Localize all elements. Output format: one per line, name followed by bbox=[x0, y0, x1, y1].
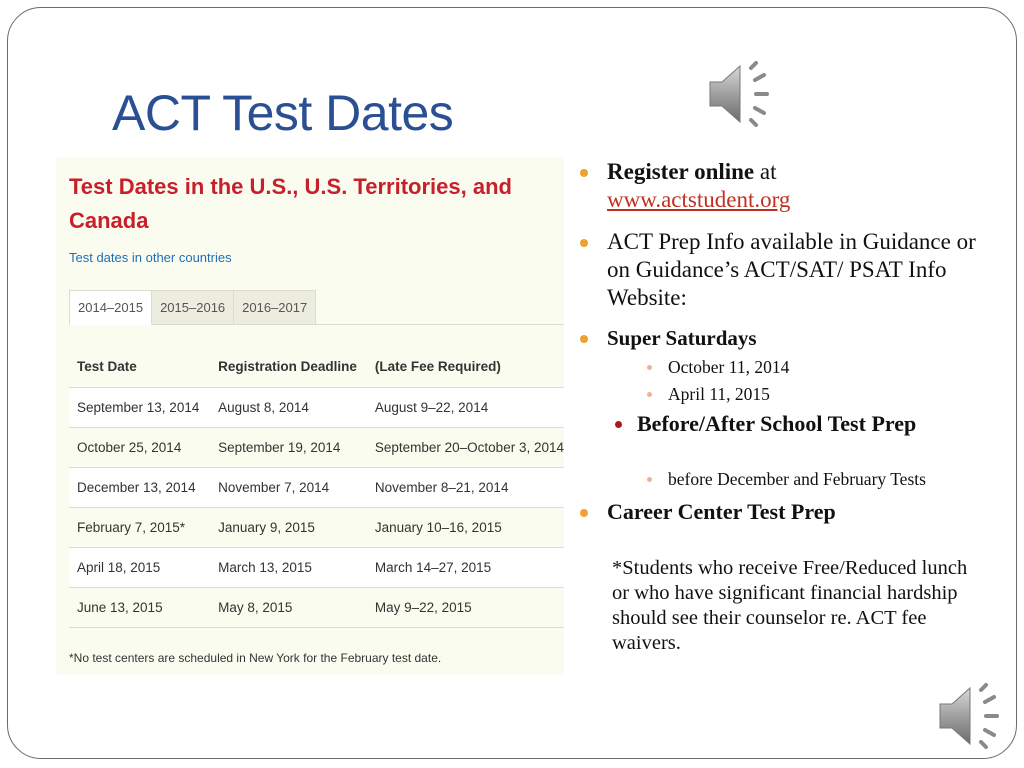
table-footnote: *No test centers are scheduled in New York for the February test date. bbox=[69, 651, 442, 665]
before-after-label: Before/After School Test Prep bbox=[637, 411, 917, 436]
test-dates-panel bbox=[56, 158, 564, 674]
table-cell: June 13, 2015 bbox=[69, 587, 210, 627]
bullet-dot bbox=[580, 509, 588, 517]
table-row bbox=[69, 387, 564, 427]
table-row bbox=[69, 507, 564, 547]
table-cell: March 14–27, 2015 bbox=[367, 547, 564, 587]
tab-divider bbox=[307, 324, 564, 325]
super-saturday-date: October 11, 2014 bbox=[668, 357, 790, 377]
table-cell: September 13, 2014 bbox=[69, 387, 210, 427]
tab-2016-2017[interactable]: 2016–2017 bbox=[234, 290, 316, 325]
table-cell: October 25, 2014 bbox=[69, 427, 210, 467]
table-cell: November 8–21, 2014 bbox=[367, 467, 564, 507]
table-cell: May 9–22, 2015 bbox=[367, 587, 564, 627]
tab-2014-2015[interactable]: 2014–2015 bbox=[69, 290, 152, 325]
other-countries-link[interactable]: Test dates in other countries bbox=[69, 250, 232, 265]
table-cell: January 9, 2015 bbox=[210, 507, 367, 547]
table-cell: December 13, 2014 bbox=[69, 467, 210, 507]
table-cell: August 9–22, 2014 bbox=[367, 387, 564, 427]
tab-2015-2016[interactable]: 2015–2016 bbox=[152, 290, 234, 325]
table-row bbox=[69, 427, 564, 467]
table-row bbox=[69, 467, 564, 507]
slide-title: ACT Test Dates bbox=[112, 85, 454, 141]
bullet-dot bbox=[647, 365, 652, 370]
super-saturdays-label: Super Saturdays bbox=[607, 326, 757, 350]
column-header: Test Date bbox=[69, 347, 210, 387]
table-row bbox=[69, 587, 564, 627]
before-after-detail: before December and February Tests bbox=[668, 469, 926, 489]
bullet-dot bbox=[647, 392, 652, 397]
table-cell: September 20–October 3, 2014 bbox=[367, 427, 564, 467]
year-tabs bbox=[69, 290, 316, 325]
table-header-row bbox=[69, 347, 564, 387]
bullet-dot bbox=[580, 239, 588, 247]
register-at: at bbox=[754, 159, 777, 184]
table-cell: September 19, 2014 bbox=[210, 427, 367, 467]
actstudent-link[interactable]: www.actstudent.org bbox=[607, 187, 791, 212]
table-cell: March 13, 2015 bbox=[210, 547, 367, 587]
table-row bbox=[69, 547, 564, 587]
register-label: Register online bbox=[607, 159, 755, 184]
column-header: Registration Deadline bbox=[210, 347, 367, 387]
bullet-dot bbox=[580, 335, 588, 343]
prep-info-text: ACT Prep Info available in Guidance or on Guidance’s ACT/SAT/ PSAT Info Website: bbox=[607, 229, 976, 310]
table-cell: February 7, 2015* bbox=[69, 507, 210, 547]
table-cell: May 8, 2015 bbox=[210, 587, 367, 627]
bullet-dot bbox=[647, 477, 652, 482]
panel-heading: Test Dates in the U.S., U.S. Territories, and Canada bbox=[69, 174, 512, 233]
career-center-label: Career Center Test Prep bbox=[607, 499, 836, 524]
fee-waiver-note: *Students who receive Free/Reduced lunch or who have significant financial hardship should see their counselor re. ACT fee waivers. bbox=[612, 557, 968, 654]
speaker-icon[interactable] bbox=[704, 58, 776, 130]
table-cell: April 18, 2015 bbox=[69, 547, 210, 587]
bullet-dot bbox=[615, 421, 622, 428]
bullet-dot bbox=[580, 169, 588, 177]
table-cell: August 8, 2014 bbox=[210, 387, 367, 427]
table-cell: November 7, 2014 bbox=[210, 467, 367, 507]
column-header: (Late Fee Required) bbox=[367, 347, 564, 387]
test-dates-table bbox=[69, 347, 564, 628]
super-saturday-date: April 11, 2015 bbox=[668, 384, 770, 404]
speaker-icon[interactable] bbox=[934, 680, 1006, 752]
table-cell: January 10–16, 2015 bbox=[367, 507, 564, 547]
